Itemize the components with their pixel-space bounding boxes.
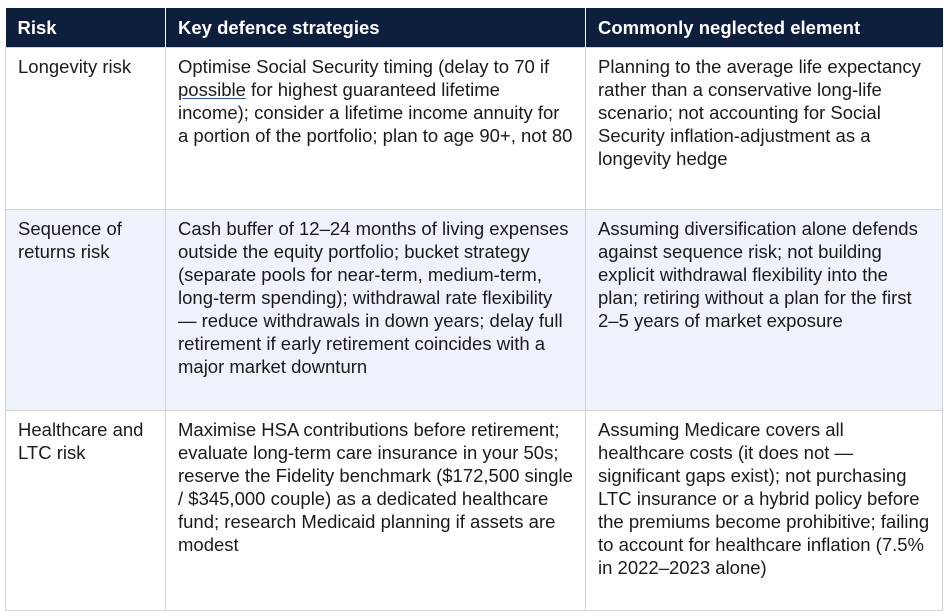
strategy-text: for highest guaranteed lifetime income); consider a lifetime income annuity for a portion of the portfolio; plan to age 90+, not 80 (178, 79, 573, 146)
table-row (6, 48, 943, 210)
strategy-cell: Maximise HSA contributions before retirement; evaluate long-term care insurance in your 50s; reserve the Fidelity benchmark ($172,500 single / $345,000 couple) as a dedicated healthcare fund; research Medicaid planning if assets are modest (166, 411, 586, 611)
table-row (6, 411, 943, 611)
header-commonly-neglected-element: Commonly neglected element (586, 8, 943, 48)
table-body (6, 48, 943, 611)
strategy-cell (166, 48, 586, 210)
strategy-text: Optimise Social Security timing (delay to 70 if (178, 56, 550, 77)
header-risk: Risk (6, 8, 166, 48)
table-header (6, 8, 943, 48)
strategy-cell: Cash buffer of 12–24 months of living expenses outside the equity portfolio; bucket strategy (separate pools for near-term, medium-term, long-term spending); withdrawal rate flexibility — reduce withdrawals in down years; delay full retirement if early retirement coincides with a major market downturn (166, 210, 586, 411)
neglected-cell: Planning to the average life expectancy rather than a conservative long-life scenario; not accounting for Social Security inflation-adjustment as a longevity hedge (586, 48, 943, 210)
neglected-cell: Assuming diversification alone defends against sequence risk; not building explicit withdrawal flexibility into the plan; retiring without a plan for the first 2–5 years of market exposure (586, 210, 943, 411)
neglected-cell: Assuming Medicare covers all healthcare costs (it does not — significant gaps exist); not purchasing LTC insurance or a hybrid policy before the premiums become prohibitive; failing to account for healthcare inflation (7.5% in 2022–2023 alone) (586, 411, 943, 611)
risk-cell: Longevity risk (6, 48, 166, 210)
risk-strategy-table (5, 8, 943, 611)
risk-cell: Healthcare and LTC risk (6, 411, 166, 611)
possible-link[interactable]: possible (178, 79, 246, 100)
header-row (6, 8, 943, 48)
table-row (6, 210, 943, 411)
risk-cell: Sequence of returns risk (6, 210, 166, 411)
header-key-defence-strategies: Key defence strategies (166, 8, 586, 48)
